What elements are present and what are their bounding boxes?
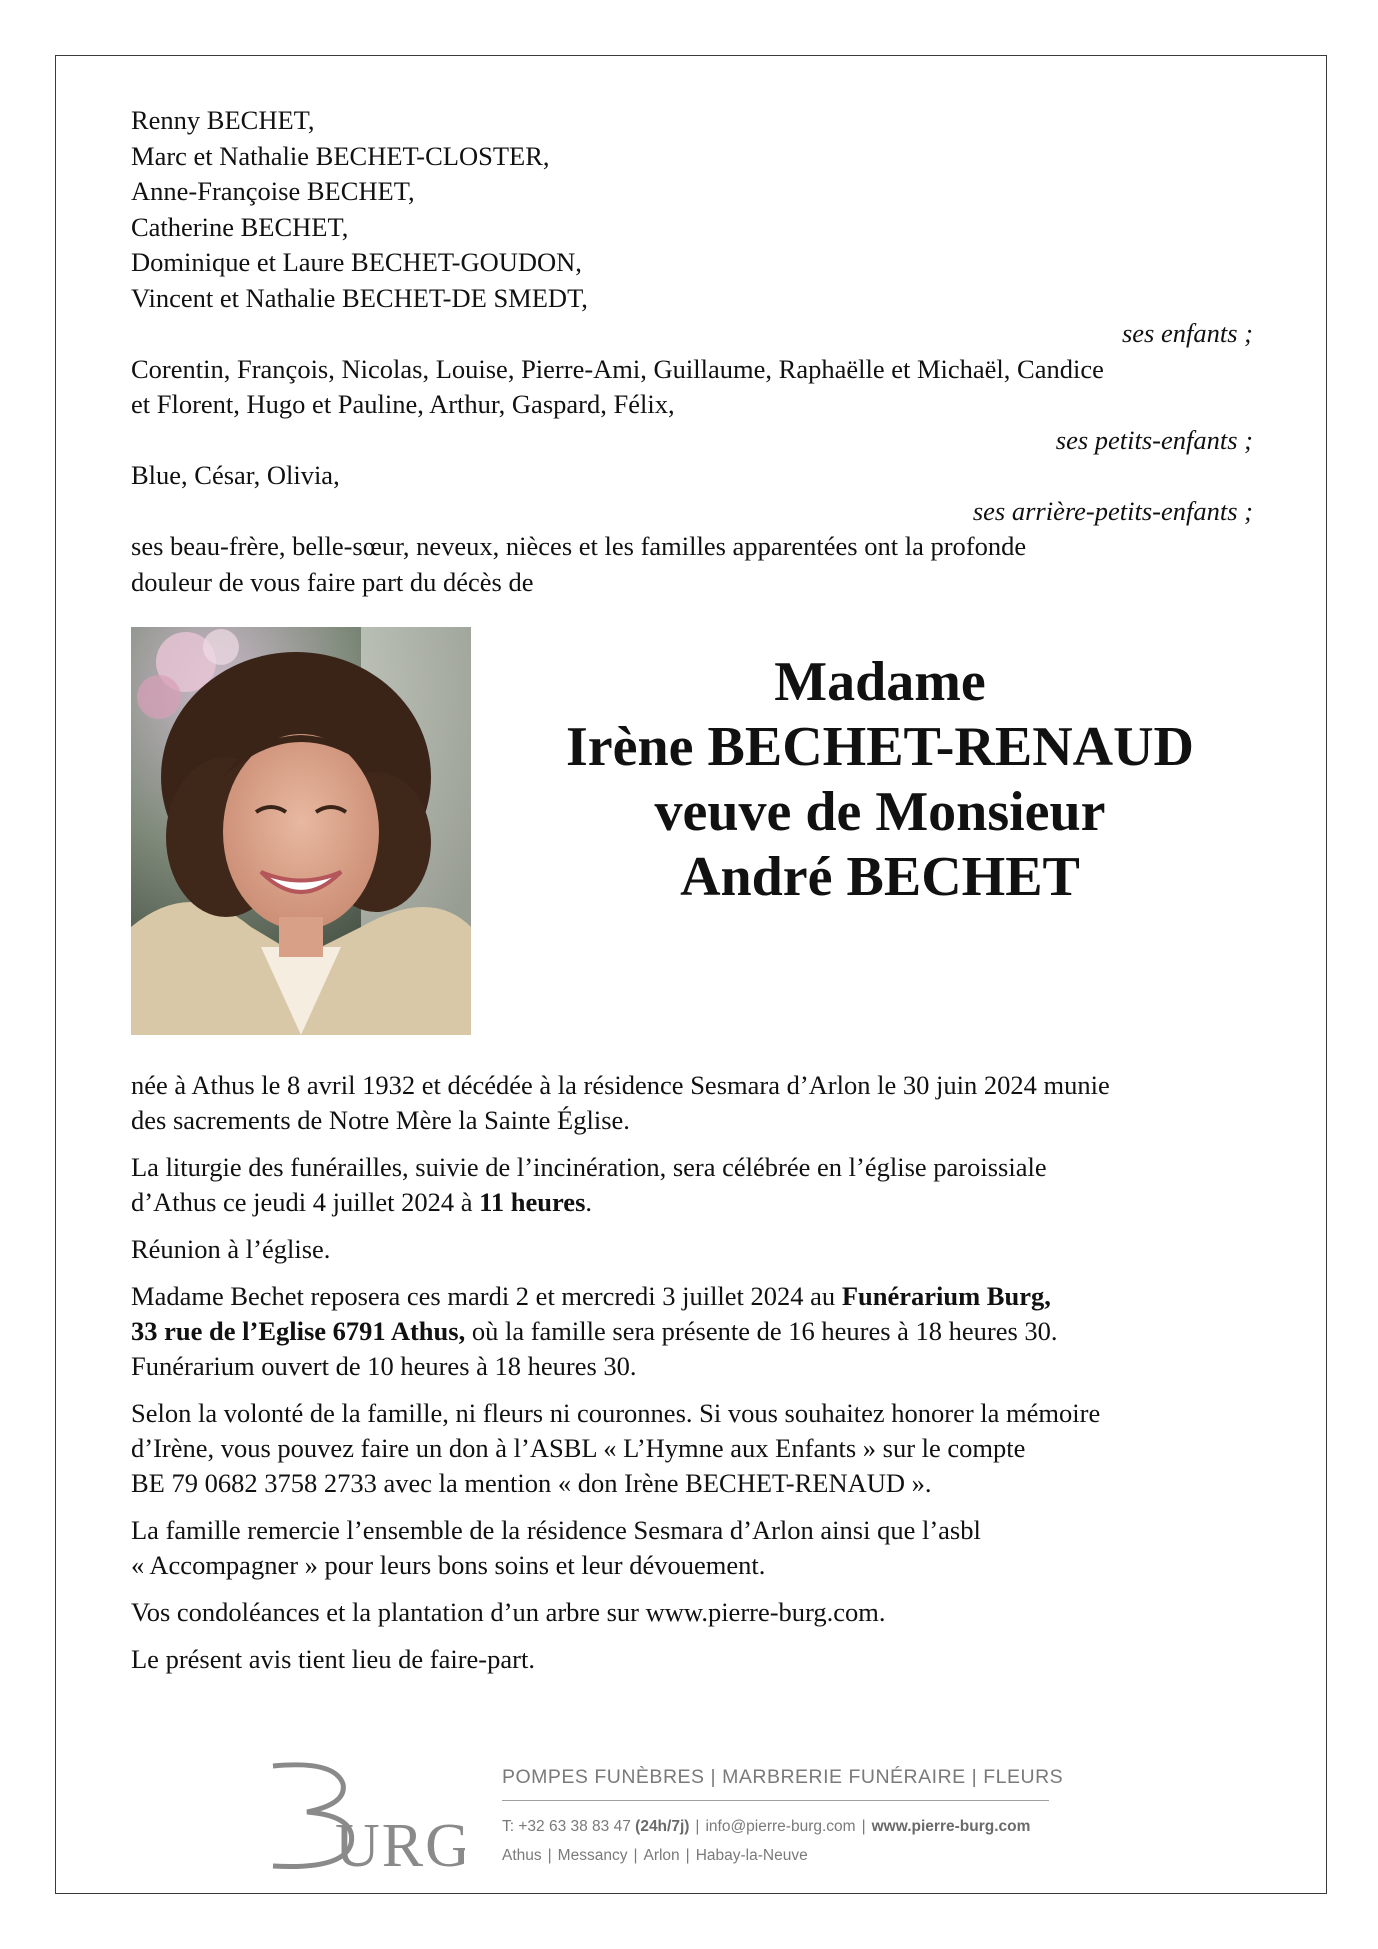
condolences-paragraph: Vos condoléances et la plantation d’un arbre sur www.pierre-burg.com. (131, 1597, 886, 1627)
birth-paragraph (131, 1068, 1261, 1138)
child-name: Vincent et Nathalie BECHET-DE SMEDT, (131, 282, 588, 313)
great-grandchildren-label: ses arrière-petits-enfants ; (972, 495, 1253, 526)
footer-website[interactable]: www.pierre-burg.com (871, 1818, 1031, 1835)
location: Habay-la-Neuve (695, 1847, 808, 1864)
service-item: POMPES FUNÈBRES (502, 1766, 705, 1788)
wish-paragraph (131, 1396, 1261, 1501)
announcement-line: ses beau-frère, belle-sœur, neveux, nièces et les familles apparentées ont la profonde (131, 531, 1027, 561)
deceased-name: Irène BECHET-RENAUD (566, 716, 1194, 778)
thanks-line: « Accompagner » pour leurs bons soins et leur dévouement. (131, 1550, 766, 1580)
children-label: ses enfants ; (1121, 318, 1253, 348)
liturgy-time: 11 heures (479, 1187, 586, 1217)
grandchildren-label: ses petits-enfants ; (1055, 424, 1253, 455)
footer-locations: Athus | Messancy | Arlon | Habay-la-Neuve (502, 1847, 808, 1864)
notice-body (131, 1068, 1261, 1689)
grandchildren-line: Corentin, François, Nicolas, Louise, Pierre-Ami, Guillaume, Raphaëlle et Michaël, Candice (131, 353, 1104, 384)
svg-text:URG: URG (335, 1812, 465, 1872)
liturgy-end: . (585, 1187, 593, 1217)
widow-of: veuve de Monsieur (654, 781, 1106, 843)
family-list (131, 103, 1253, 600)
rest-presence: où la famille sera présente de 16 heures à 18 heures 30. (465, 1316, 1058, 1346)
footer-email[interactable]: info@pierre-burg.com (705, 1818, 856, 1835)
service-item: MARBRERIE FUNÉRAIRE (722, 1766, 966, 1788)
child-name: Dominique et Laure BECHET-GOUDON, (131, 247, 582, 277)
birth-line: des sacrements de Notre Mère la Sainte Église. (131, 1105, 630, 1135)
portrait-photo (131, 627, 471, 1035)
spouse-name: André BECHET (680, 846, 1080, 908)
wish-line: Selon la volonté de la famille, ni fleurs ni couronnes. Si vous souhaitez honorer la mémoire (131, 1398, 1101, 1428)
liturgy-line: La liturgie des funérailles, suivie de l’incinération, sera célébrée en l’église paroissiale (131, 1152, 1047, 1182)
deceased-name-block (500, 650, 1260, 910)
rest-hours: Funérarium ouvert de 10 heures à 18 heures 30. (131, 1351, 637, 1381)
liturgy-paragraph (131, 1150, 1261, 1220)
birth-line: née à Athus le 8 avril 1932 et décédée à la résidence Sesmara d’Arlon le 30 juin 2024 munie (131, 1070, 1110, 1100)
title-madame: Madame (774, 651, 986, 713)
announcement-line: douleur de vous faire part du décès de (131, 566, 534, 597)
footer-services: POMPES FUNÈBRES | MARBRERIE FUNÉRAIRE | FLEURS (502, 1766, 1064, 1788)
grandchildren-line: et Florent, Hugo et Pauline, Arthur, Gaspard, Félix, (131, 389, 675, 419)
child-name: Anne-Françoise BECHET, (131, 176, 415, 206)
great-grandchildren-line: Blue, César, Olivia, (131, 460, 340, 490)
child-name: Marc et Nathalie BECHET-CLOSTER, (131, 140, 550, 171)
thanks-line: La famille remercie l’ensemble de la résidence Sesmara d’Arlon ainsi que l’asbl (131, 1515, 981, 1545)
child-name: Renny BECHET, (131, 105, 315, 135)
liturgy-line: d’Athus ce jeudi 4 juillet 2024 à (131, 1187, 480, 1217)
reunion-paragraph: Réunion à l’église. (131, 1234, 331, 1264)
burg-logo (265, 1762, 465, 1872)
footer-contact: T: +32 63 38 83 47 (24h/7j) | info@pierre-burg.com | www.pierre-burg.com (502, 1818, 1031, 1835)
thanks-paragraph (131, 1513, 1261, 1583)
location: Messancy (557, 1847, 628, 1864)
footer-phone-hours: (24h/7j) (635, 1818, 690, 1835)
rest-intro: Madame Bechet reposera ces mardi 2 et mercredi 3 juillet 2024 au (131, 1281, 842, 1311)
wish-line: BE 79 0682 3758 2733 avec la mention « don Irène BECHET-RENAUD ». (131, 1468, 932, 1498)
wish-line: d’Irène, vous pouvez faire un don à l’ASBL « L’Hymne aux Enfants » sur le compte (131, 1433, 1026, 1463)
rest-address: 33 rue de l’Eglise 6791 Athus, (131, 1316, 466, 1346)
footer-divider (502, 1800, 1049, 1801)
footer-phone: T: +32 63 38 83 47 (502, 1818, 631, 1835)
rest-place: Funérarium Burg, (841, 1281, 1051, 1311)
child-name: Catherine BECHET, (131, 211, 349, 242)
rest-paragraph (131, 1279, 1261, 1384)
service-item: FLEURS (983, 1766, 1064, 1788)
location: Athus (502, 1847, 542, 1864)
notice-paragraph: Le présent avis tient lieu de faire-part. (131, 1644, 535, 1674)
location: Arlon (643, 1847, 680, 1864)
